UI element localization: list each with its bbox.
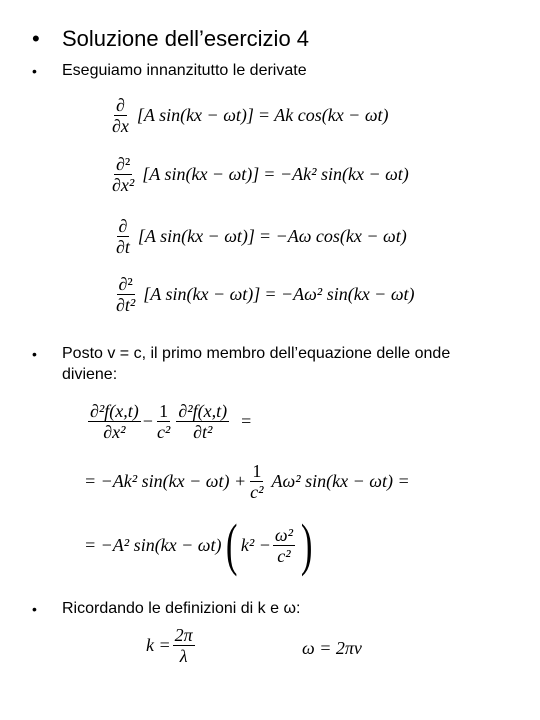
bullet-definitions [32,598,300,620]
bullet-marker: • [32,601,37,617]
derivative-eq-1: $\frac{\partial}{\partial x}$ [A sin(kx − ωt)] = Ak cos(kx − ωt) [112,95,389,136]
derivative-eq-3: $\frac{\partial}{\partial t}$ [A sin(kx − ωt)] = −Aω cos(kx − ωt) [116,216,407,257]
k-definition: k = $\frac{2\pi}{\lambda}$ [146,625,193,666]
slide-title [32,26,309,52]
bullet-derivatives [32,60,307,82]
right-parenthesis: ) [300,512,313,577]
derivative-eq-2: $\frac{\text{∂²}}{\text{∂x²}}$ [A sin(kx − ωt)] = −Ak² sin(kx − ωt) [112,154,409,195]
wave-eq-line-2: = −Ak² sin(kx − ωt) + $\frac{1}{\text{c²}}$ Aω² sin(kx − ωt) = [84,461,410,502]
bullet-wave-equation [32,343,502,385]
bullet-marker: • [32,346,37,362]
partial-operator: $\frac{\partial}{\partial t}$ [116,216,130,257]
derivative-eq-4: $\frac{\text{∂²}}{\text{∂t²}}$ [A sin(kx − ωt)] = −Aω² sin(kx − ωt) [116,274,415,315]
bullet-text: Eseguiamo innanzitutto le derivate [62,62,307,79]
bullet-text: Ricordando le definizioni di k e ω: [62,600,301,617]
bullet-marker: • [32,26,40,51]
title-text: Soluzione dell’esercizio 4 [62,26,310,51]
omega-definition: ω = 2πν [302,638,362,658]
partial-operator: $\frac{\partial}{\partial x}$ [112,95,129,136]
partial-operator: $\frac{\text{∂²}}{\text{∂x²}}$ [112,154,135,195]
partial-operator: $\frac{\text{∂²}}{\text{∂t²}}$ [116,274,136,315]
left-parenthesis: ( [225,512,237,577]
bullet-text: Posto v = c, il primo membro dell’equazione delle onde diviene: [62,345,451,383]
wave-eq-line-1: $\frac{\text{∂²f(x,t)}}{\text{∂x²}}$ − $\frac{1}{\text{c²}}$ $\frac{\text{∂²f(x,t)}}{\text{∂t²}}$ = [90,401,252,442]
wave-eq-line-3: = −A² sin(kx − ωt) ( k² − $\frac{\text{ω²}}{\text{c²}}$ ) [84,512,313,577]
bullet-marker: • [32,63,37,79]
